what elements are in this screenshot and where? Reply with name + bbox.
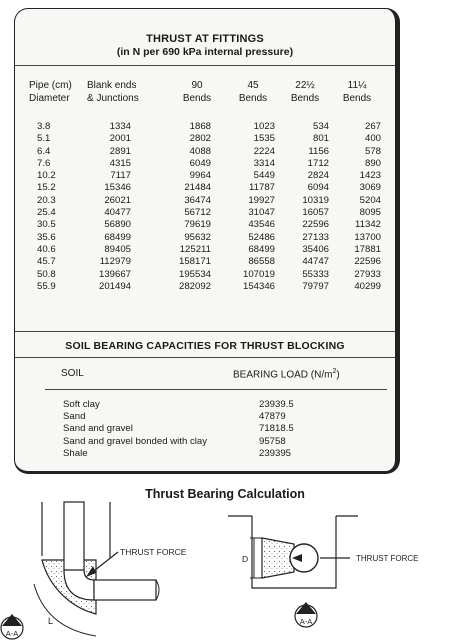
table-cell: 890: [364, 157, 381, 169]
table-cell: 86558: [248, 256, 275, 268]
table-cell: 282092: [178, 280, 211, 292]
table-cell: 35406: [302, 243, 329, 255]
horizontal-pipe: [94, 580, 156, 600]
soil-row: [63, 423, 383, 435]
table-cell: 2224: [253, 145, 275, 157]
table-cell: 7117: [110, 170, 131, 182]
section-aa-diagram: [228, 510, 446, 636]
table-cell: 26021: [104, 194, 131, 206]
table-row: [37, 281, 397, 293]
table-cell: 43546: [248, 219, 275, 231]
table-cell: 45.7: [37, 256, 56, 268]
table-cell: 55.9: [37, 280, 56, 292]
table-cell: 3314: [253, 157, 275, 169]
table-cell: 31047: [248, 207, 275, 219]
table-row: [37, 195, 397, 207]
table-cell: 15.2: [37, 182, 56, 194]
header-45-bends: 45 Bends: [238, 80, 268, 104]
bearing-load-value: 239395: [259, 447, 292, 459]
table-cell: 8095: [359, 207, 381, 219]
table-row: [37, 256, 397, 268]
section-label-right: A-A: [299, 617, 313, 626]
table-cell: 2824: [307, 170, 329, 182]
table-cell: 2802: [189, 133, 211, 145]
table-cell: 68499: [104, 231, 131, 243]
table-cell: 56712: [184, 207, 211, 219]
soil-name: Sand and gravel: [63, 423, 133, 435]
header-22-bends: 22½ Bends: [290, 80, 320, 104]
table-cell: 1423: [359, 170, 381, 182]
divider: [15, 65, 395, 66]
soil-name: Shale: [63, 447, 88, 459]
table-cell: 10319: [302, 194, 329, 206]
table-cell: 79797: [302, 280, 329, 292]
soil-table-body: [63, 399, 383, 460]
divider: [15, 357, 395, 358]
soil-row: [63, 411, 383, 423]
thrust-block-section: [262, 538, 294, 578]
table-cell: 20.3: [37, 194, 56, 206]
thrust-table-card: [14, 8, 400, 474]
vertical-pipe: [64, 502, 84, 572]
table-cell: 9964: [189, 170, 211, 182]
table-cell: 125211: [179, 243, 211, 255]
table-cell: 89405: [104, 243, 131, 255]
table-cell: 3069: [359, 182, 381, 194]
table-row: [37, 244, 397, 256]
table-cell: 7.6: [37, 157, 51, 169]
table-cell: 1156: [308, 145, 329, 157]
table-cell: 30.5: [37, 219, 56, 231]
thrust-table-title: THRUST AT FITTINGS: [146, 33, 264, 45]
soil-header: SOIL: [61, 368, 84, 379]
thrust-force-label: THRUST FORCE: [120, 547, 187, 557]
table-cell: 158171: [178, 256, 211, 268]
header-blank-ends: Blank ends & Junctions: [87, 80, 139, 104]
table-cell: 17881: [354, 243, 381, 255]
table-cell: 13700: [354, 231, 381, 243]
table-cell: 35.6: [37, 231, 56, 243]
soil-name: Sand and gravel bonded with clay: [63, 435, 208, 447]
table-cell: 68499: [248, 243, 275, 255]
soil-row: [63, 436, 383, 448]
divider: [15, 331, 395, 332]
table-cell: 95632: [184, 231, 211, 243]
table-row: [37, 146, 397, 158]
table-cell: 56890: [104, 219, 131, 231]
table-cell: 400: [364, 133, 381, 145]
table-cell: 195534: [178, 268, 211, 280]
soil-row: [63, 399, 383, 411]
table-cell: 5.1: [37, 133, 51, 145]
bearing-load-value: 47879: [259, 411, 286, 423]
bearing-load-value: 71818.5: [259, 423, 294, 435]
table-cell: 6049: [189, 157, 211, 169]
table-cell: 154346: [242, 280, 275, 292]
table-row: [37, 121, 397, 133]
table-cell: 1334: [109, 121, 131, 132]
table-cell: 55333: [302, 268, 329, 280]
table-cell: 3.8: [37, 121, 51, 132]
table-row: [37, 182, 397, 194]
table-cell: 52486: [248, 231, 275, 243]
table-cell: 11342: [355, 219, 381, 231]
table-cell: 107019: [242, 268, 275, 280]
table-cell: 534: [312, 121, 329, 132]
table-row: [37, 232, 397, 244]
header-90-bends: 90 Bends: [182, 80, 212, 104]
table-cell: 1868: [189, 121, 211, 132]
table-cell: 27933: [354, 268, 381, 280]
table-cell: 19927: [248, 194, 275, 206]
length-label: L: [48, 616, 54, 626]
depth-label: D: [242, 554, 249, 564]
bearing-load-header: BEARING LOAD $(N/m^2)$: [233, 368, 340, 381]
table-cell: 16057: [302, 207, 329, 219]
table-cell: 40299: [354, 280, 381, 292]
table-cell: 40.6: [37, 243, 56, 255]
table-row: [37, 170, 397, 182]
table-row: [37, 158, 397, 170]
table-cell: 267: [364, 121, 381, 132]
table-cell: 15346: [104, 182, 131, 194]
table-cell: 10.2: [37, 170, 56, 182]
table-cell: 22596: [354, 256, 381, 268]
soil-table-title: SOIL BEARING CAPACITIES FOR THRUST BLOCKING: [65, 340, 345, 352]
table-cell: 6094: [307, 182, 329, 194]
table-cell: 50.8: [37, 268, 56, 280]
table-cell: 2001: [109, 133, 131, 145]
table-cell: 139667: [98, 268, 131, 280]
table-cell: 4088: [189, 145, 211, 157]
table-cell: 79619: [184, 219, 211, 231]
table-cell: 11787: [249, 182, 275, 194]
table-row: [37, 207, 397, 219]
divider: [45, 389, 387, 390]
bearing-load-value: 95758: [259, 435, 286, 447]
diagram-caption: Thrust Bearing Calculation: [145, 487, 305, 501]
table-cell: 5449: [253, 170, 275, 182]
thrust-force-label-section: THRUST FORCE: [356, 554, 419, 563]
table-row: [37, 133, 397, 145]
bend-thrust-block-diagram: [0, 500, 230, 644]
header-11-bends: 11¼ Bends: [342, 80, 372, 104]
table-cell: 201494: [98, 280, 131, 292]
section-label: A-A: [5, 629, 19, 638]
table-cell: 36474: [184, 194, 211, 206]
table-cell: 1535: [253, 133, 275, 145]
table-cell: 6.4: [37, 145, 51, 157]
soil-row: [63, 448, 383, 460]
header-pipe-diameter: Pipe (cm) Diameter: [29, 80, 72, 104]
table-cell: 1712: [307, 157, 329, 169]
table-row: [37, 269, 397, 281]
table-cell: 2891: [109, 145, 131, 157]
table-cell: 1023: [253, 121, 275, 132]
thrust-table-body: [37, 121, 397, 293]
table-cell: 27133: [302, 231, 329, 243]
table-cell: 578: [364, 145, 381, 157]
table-cell: 112979: [99, 256, 131, 268]
soil-name: Soft clay: [63, 399, 100, 410]
table-cell: 22596: [302, 219, 329, 231]
thrust-table-subtitle: (in N per 690 kPa internal pressure): [116, 46, 294, 58]
table-cell: 44747: [302, 256, 329, 268]
table-cell: 21484: [184, 182, 211, 194]
table-cell: 5204: [359, 194, 381, 206]
table-row: [37, 219, 397, 231]
table-cell: 4315: [109, 157, 131, 169]
table-cell: 801: [312, 133, 329, 145]
table-cell: 40477: [104, 207, 131, 219]
bearing-load-value: 23939.5: [259, 399, 294, 410]
table-cell: 25.4: [37, 207, 56, 219]
soil-name: Sand: [63, 411, 86, 423]
